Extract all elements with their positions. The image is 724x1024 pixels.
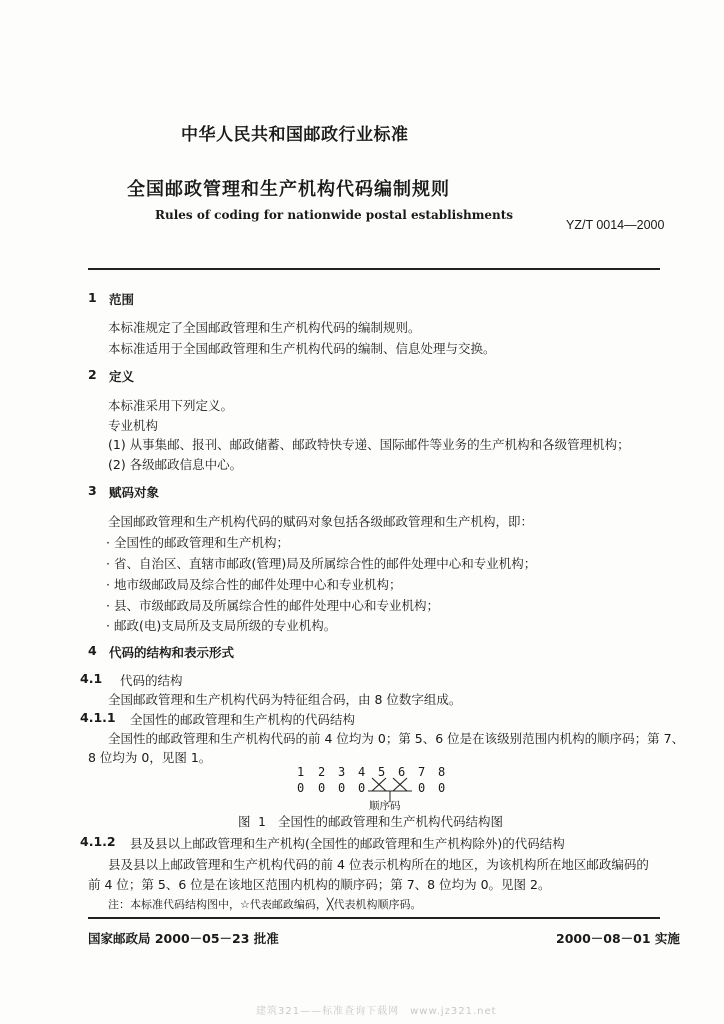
fig1-digit: 0 <box>338 781 346 795</box>
s2-def-2: (2) 各级邮政信息中心。 <box>108 457 243 472</box>
s2-para-1: 本标准采用下列定义。 <box>108 398 234 413</box>
english-title: Rules of coding for nationwide postal establishments <box>155 208 514 222</box>
doc-title: 全国邮政管理和生产机构代码编制规则 <box>127 179 450 200</box>
s2-term: 专业机构 <box>108 418 159 433</box>
s3-item: · 邮政(电)支局所及支局所级的专业机构。 <box>106 618 337 633</box>
s3-title: 赋码对象 <box>109 485 160 500</box>
s2-number: 2 <box>88 367 97 382</box>
standard-number: YZ/T 0014—2000 <box>566 218 665 232</box>
s3-item: · 地市级邮政局及综合性的邮件处理中心和专业机构； <box>106 577 402 592</box>
s1-para-2: 本标准适用于全国邮政管理和生产机构代码的编制、信息处理与交换。 <box>108 341 496 356</box>
fig1-pos: 1 <box>297 765 305 779</box>
note: 注：本标准代码结构图中，☆代表邮政编码，╳代表机构顺序码。 <box>108 898 422 911</box>
s3-item: · 省、自治区、直辖市邮政(管理)局及所属综合性的邮件处理中心和专业机构； <box>106 556 537 571</box>
fig1-digit: 0 <box>358 781 366 795</box>
fig1-caption: 图 1 全国性的邮政管理和生产机构代码结构图 <box>238 814 504 829</box>
s1-para-1: 本标准规定了全国邮政管理和生产机构代码的编制规则。 <box>108 320 421 335</box>
s411-para-b: 8 位均为 0，见图 1。 <box>88 750 212 765</box>
s411-title: 全国性的邮政管理和生产机构的代码结构 <box>130 712 356 727</box>
fig1-pos: 8 <box>438 765 446 779</box>
s412-title: 县及县以上邮政管理和生产机构(全国性的邮政管理和生产机构除外)的代码结构 <box>130 836 565 851</box>
approval-date: 国家邮政局 2000－05－23 批准 <box>88 931 279 946</box>
fig1-digit: 0 <box>297 781 305 795</box>
s4-number: 4 <box>88 643 97 658</box>
fig1-digit: 0 <box>438 781 446 795</box>
implementation-date: 2000－08－01 实施 <box>556 931 680 946</box>
s412-para-b: 前 4 位；第 5、6 位是在该地区范围内机构的顺序码；第 7、8 位均为 0。见图 2。 <box>88 877 551 892</box>
header-rule <box>88 268 660 270</box>
fig1-pos: 2 <box>318 765 326 779</box>
s1-title: 范围 <box>109 292 135 307</box>
s412-para-a: 县及县以上邮政管理和生产机构代码的前 4 位表示机构所在的地区，为该机构所在地区邮政编码的 <box>108 857 649 872</box>
fig1-digit: 0 <box>318 781 326 795</box>
watermark: 建筑321——标准查询下载网 www.jz321.net <box>256 1006 497 1017</box>
fig1-pos: 4 <box>358 765 366 779</box>
s41-title: 代码的结构 <box>120 673 183 688</box>
s1-number: 1 <box>88 290 97 305</box>
s4-title: 代码的结构和表示形式 <box>109 645 235 660</box>
s41-para: 全国邮政管理和生产机构代码为特征组合码，由 8 位数字组成。 <box>108 692 462 707</box>
s3-item: · 全国性的邮政管理和生产机构； <box>106 535 289 550</box>
fig1-pos: 7 <box>418 765 426 779</box>
fig1-pos: 6 <box>398 765 406 779</box>
s3-intro: 全国邮政管理和生产机构代码的赋码对象包括各级邮政管理和生产机构，即： <box>108 514 534 529</box>
s2-def-1: (1) 从事集邮、报刊、邮政储蓄、邮政特快专递、国际邮件等业务的生产机构和各级管理机构； <box>108 437 630 452</box>
fig1-seq-label: 顺序码 <box>369 800 401 812</box>
s41-number: 4.1 <box>80 671 103 686</box>
s411-number: 4.1.1 <box>80 710 116 725</box>
fig1-digit: 0 <box>418 781 426 795</box>
s412-number: 4.1.2 <box>80 834 116 849</box>
footer-rule <box>88 917 660 919</box>
fig1-pos: 5 <box>378 765 386 779</box>
fig1-pos: 3 <box>338 765 346 779</box>
s3-number: 3 <box>88 483 97 498</box>
s411-para-a: 全国性的邮政管理和生产机构代码的前 4 位均为 0；第 5、6 位是在该级别范围内机构的顺序码；第 7、 <box>108 731 685 746</box>
org-title: 中华人民共和国邮政行业标准 <box>181 125 409 145</box>
s3-item: · 县、市级邮政局及所属综合性的邮件处理中心和专业机构； <box>106 598 439 613</box>
s2-title: 定义 <box>109 369 135 384</box>
